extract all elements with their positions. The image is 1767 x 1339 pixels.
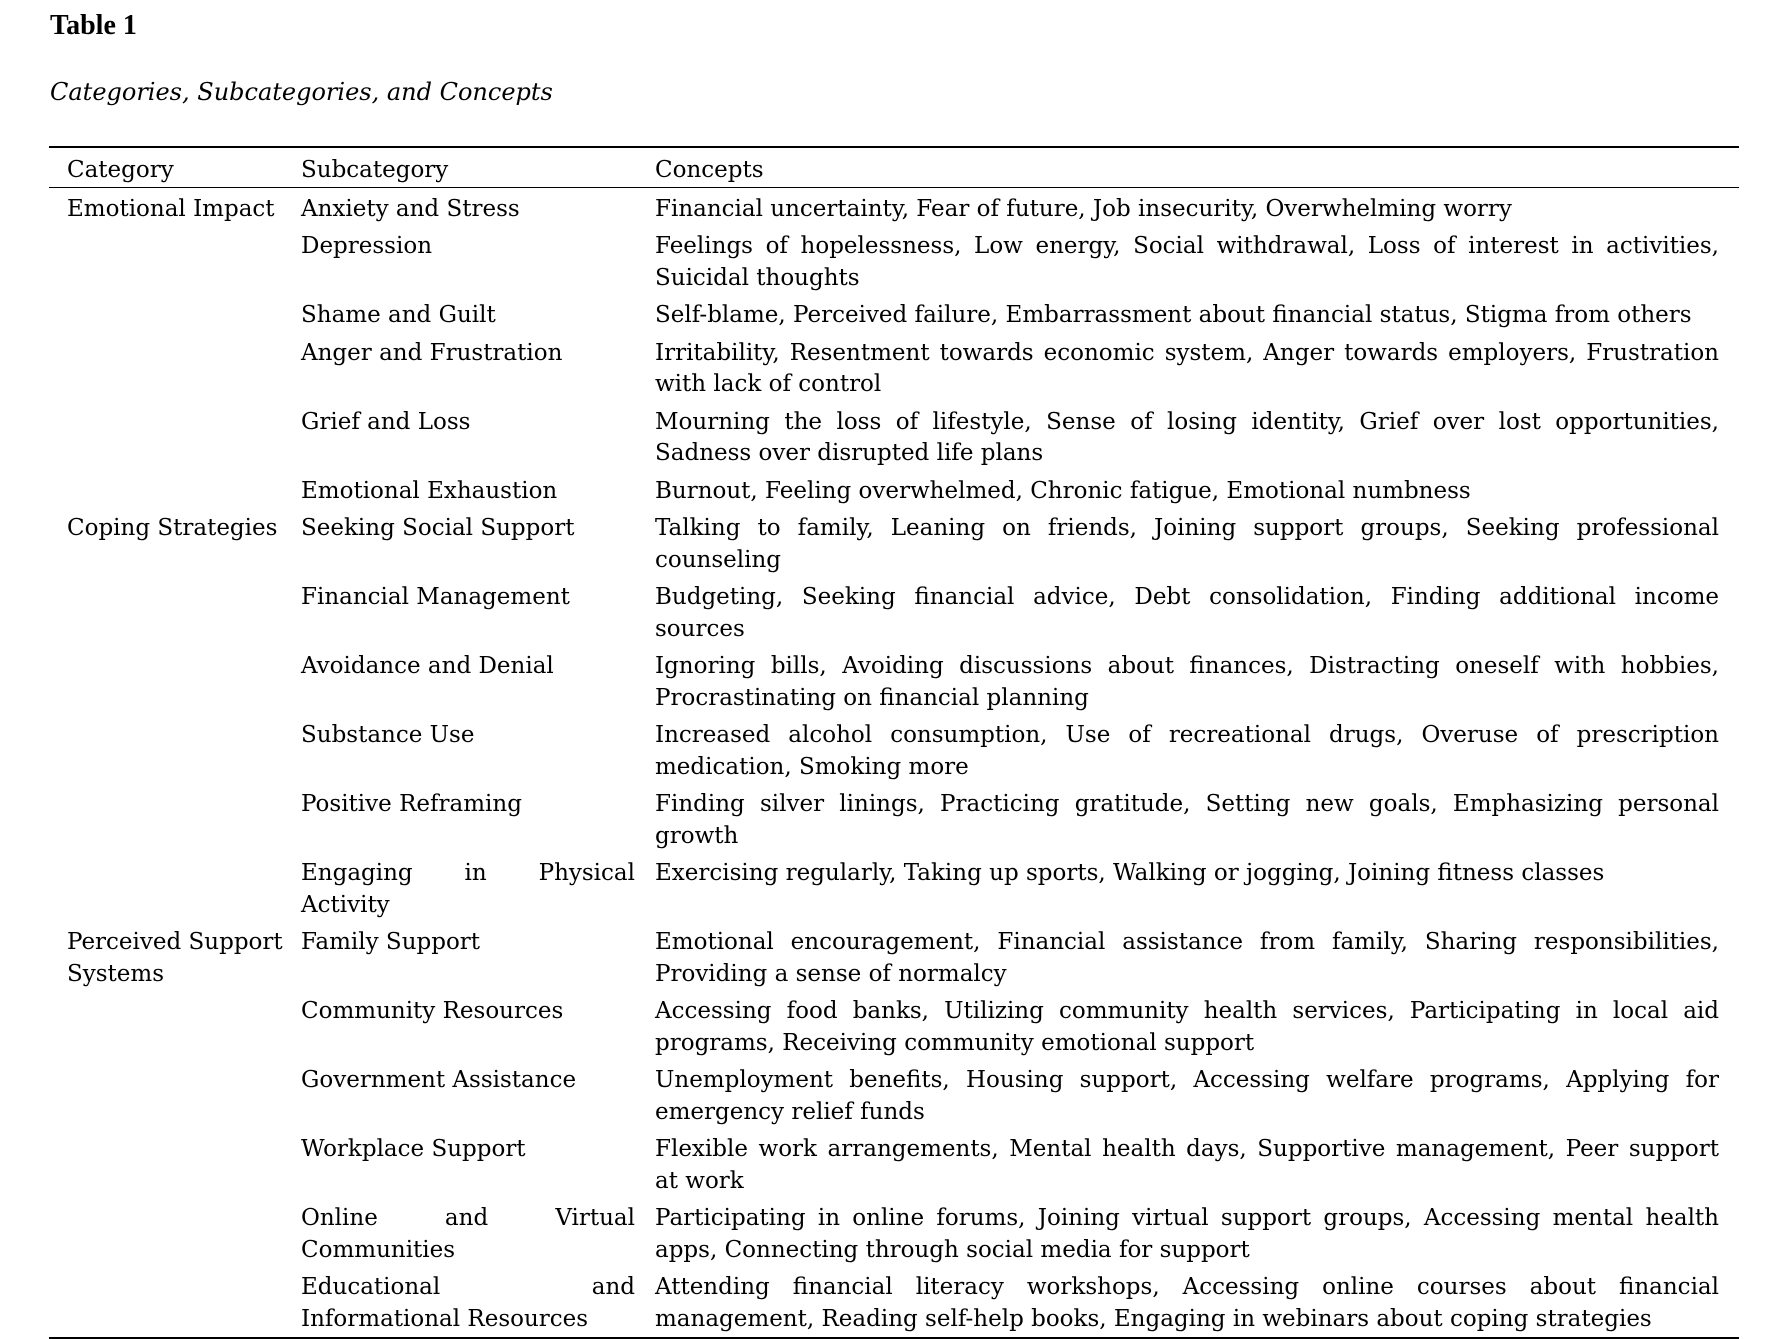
concepts-cell: Exercising regularly, Taking up sports, Walking or jogging, Joining fitness classes: [655, 860, 1605, 886]
concepts-cell: Feelings of hopelessness, Low energy, Social withdrawal, Loss of interest in activities, Suicidal thoughts: [655, 233, 1719, 291]
subcategory-cell: Emotional Exhaustion: [301, 477, 558, 504]
concepts-cell: Participating in online forums, Joining virtual support groups, Accessing mental health apps, Connecting through social media for support: [655, 1205, 1719, 1263]
table-row: [49, 338, 1739, 407]
subcategory-cell: Shame and Guilt: [301, 302, 496, 328]
category-cell: Perceived Support Systems: [67, 929, 283, 987]
category-cell: [49, 1134, 301, 1203]
header-subcategory: Subcategory: [301, 147, 655, 187]
concepts-cell: Increased alcohol consumption, Use of recreational drugs, Overuse of prescription medication, Smoking more: [655, 722, 1719, 780]
category-cell: [49, 789, 301, 858]
table-row: [49, 1203, 1739, 1272]
category-cell: [49, 1272, 301, 1338]
category-cell: Emotional Impact: [67, 195, 275, 222]
concepts-cell: Financial uncertainty, Fear of future, Job insecurity, Overwhelming worry: [655, 195, 1512, 222]
table-row: [49, 513, 1739, 582]
concepts-cell: Finding silver linings, Practicing gratitude, Setting new goals, Emphasizing personal growth: [655, 791, 1719, 849]
table-row: [49, 231, 1739, 300]
concepts-cell: Accessing food banks, Utilizing community health services, Participating in local aid programs, Receiving community emotional support: [655, 998, 1719, 1056]
table-row: [49, 720, 1739, 789]
category-cell: [49, 582, 301, 651]
subcategory-cell: Financial Management: [301, 584, 570, 610]
subcategory-cell: Seeking Social Support: [301, 515, 575, 541]
table-row: [49, 1134, 1739, 1203]
concepts-cell: Talking to family, Leaning on friends, Joining support groups, Seeking professional counseling: [655, 515, 1719, 573]
subcategory-cell: Anxiety and Stress: [301, 195, 520, 222]
table-row: [49, 407, 1739, 476]
table-row: [49, 927, 1739, 996]
table-row: [49, 651, 1739, 720]
table-row: [49, 1272, 1739, 1338]
categories-table: [49, 146, 1739, 1339]
subcategory-cell: Workplace Support: [301, 1136, 526, 1162]
category-cell: [49, 231, 301, 300]
table-row: [49, 187, 1739, 231]
concepts-cell: Budgeting, Seeking financial advice, Debt consolidation, Finding additional income sources: [655, 584, 1719, 642]
header-category: Category: [49, 147, 301, 187]
subcategory-cell: Substance Use: [301, 722, 475, 748]
category-cell: [49, 1203, 301, 1272]
table-row: [49, 996, 1739, 1065]
table-row: [49, 789, 1739, 858]
subcategory-cell: Avoidance and Denial: [301, 653, 554, 679]
category-cell: [49, 720, 301, 789]
subcategory-cell: Anger and Frustration: [301, 339, 563, 366]
header-row: [49, 147, 1739, 187]
category-cell: [49, 407, 301, 476]
subcategory-cell: Positive Reframing: [301, 791, 522, 817]
concepts-cell: Burnout, Feeling overwhelmed, Chronic fatigue, Emotional numbness: [655, 477, 1471, 504]
category-cell: Coping Strategies: [67, 515, 278, 541]
subcategory-cell: Government Assistance: [301, 1067, 577, 1093]
concepts-cell: Emotional encouragement, Financial assistance from family, Sharing responsibilities, Providing a sense of normalcy: [655, 929, 1719, 987]
table-label: Table 1: [50, 10, 137, 41]
category-cell: [49, 338, 301, 407]
subcategory-cell: Grief and Loss: [301, 408, 471, 435]
category-cell: [49, 300, 301, 338]
concepts-cell: Self-blame, Perceived failure, Embarrassment about financial status, Stigma from others: [655, 302, 1692, 328]
subcategory-cell: Community Resources: [301, 998, 564, 1024]
concepts-cell: Unemployment benefits, Housing support, Accessing welfare programs, Applying for emergency relief funds: [655, 1067, 1719, 1125]
table-caption: Categories, Subcategories, and Concepts: [50, 78, 553, 106]
concepts-cell: Irritability, Resentment towards economic system, Anger towards employers, Frustration with lack of control: [655, 339, 1719, 397]
subcategory-cell: Educational and Informational Resources: [301, 1274, 635, 1332]
concepts-cell: Attending financial literacy workshops, Accessing online courses about financial management, Reading self-help books, Engaging in webinars about coping strategies: [655, 1274, 1719, 1332]
subcategory-cell: Online and Virtual Communities: [301, 1205, 635, 1263]
table-row: [49, 300, 1739, 338]
category-cell: [49, 1065, 301, 1134]
subcategory-cell: Family Support: [301, 929, 481, 955]
subcategory-cell: Depression: [301, 233, 433, 259]
concepts-cell: Ignoring bills, Avoiding discussions about finances, Distracting oneself with hobbies, Procrastinating on financial planning: [655, 653, 1719, 711]
table-row: [49, 1065, 1739, 1134]
table-row: [49, 582, 1739, 651]
header-concepts: Concepts: [655, 147, 1739, 187]
subcategory-cell: Engaging in Physical Activity: [301, 860, 635, 918]
category-cell: [49, 858, 301, 927]
table-row: [49, 476, 1739, 514]
category-cell: [49, 996, 301, 1065]
concepts-cell: Mourning the loss of lifestyle, Sense of losing identity, Grief over lost opportunities, Sadness over disrupted life plans: [655, 408, 1719, 466]
table-row: [49, 858, 1739, 927]
category-cell: [49, 651, 301, 720]
concepts-cell: Flexible work arrangements, Mental health days, Supportive management, Peer support at work: [655, 1136, 1719, 1194]
category-cell: [49, 476, 301, 514]
table-body: [49, 187, 1739, 1338]
